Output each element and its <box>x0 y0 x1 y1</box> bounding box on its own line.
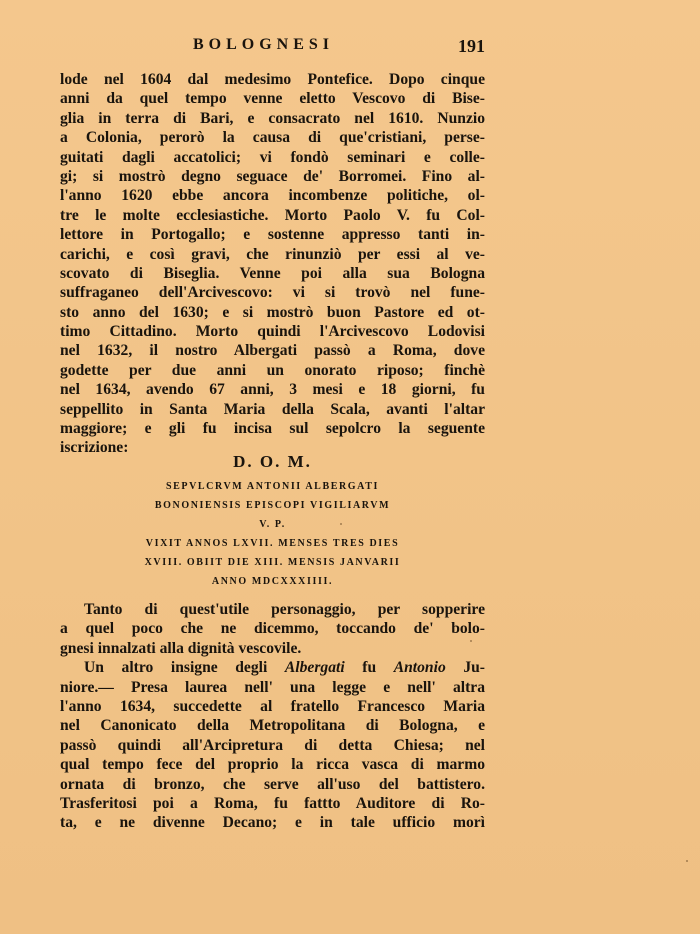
text-line: maggiore; e gli fu incisa sul sepolcro la seguente <box>60 420 485 438</box>
text-line: gi; si mostrò degno seguace de' Borromei. Fino al- <box>60 167 485 185</box>
text-line: tre le molte ecclesiastiche. Morto Paolo V. fu Col- <box>60 206 485 224</box>
text-line: a quel poco che ne dicemmo, toccando de' bolo- <box>60 620 485 638</box>
text-span: Un altro insigne degli <box>84 659 285 677</box>
inscription-line: VIXIT ANNOS LXVII. MENSES TRES DIES <box>145 538 400 549</box>
text-line: nel 1634, avendo 67 anni, 3 mesi e 18 giorni, fu <box>60 381 485 399</box>
paragraphs-lower <box>60 600 485 833</box>
text-line: nel Canonicato della Metropolitana di Bologna, e <box>60 717 485 735</box>
name-albergati: Albergati <box>284 659 345 677</box>
text-line: carichi, e così gravi, che rinunziò per essi al ve- <box>60 245 485 263</box>
name-antonio: Antonio <box>393 659 446 677</box>
paper-speck <box>340 523 342 525</box>
paragraph-1 <box>60 70 485 458</box>
text-line: ta, e ne divenne Decano; e in tale ufficio morì <box>60 814 485 832</box>
inscription-line: V. P. <box>259 519 286 530</box>
text-span: Ju- <box>445 659 486 677</box>
text-line: Trasferitosi poi a Roma, fu fattto Auditore di Ro- <box>60 794 485 812</box>
text-line: l'anno 1620 ebbe ancora incombenze politiche, ol- <box>60 187 485 205</box>
text-line: lettore in Portogallo; e sostenne appresso tanti in- <box>60 226 485 244</box>
text-line: nel 1632, il nostro Albergati passò a Roma, dove <box>60 342 485 360</box>
inscription-line: BONONIENSIS EPISCOPI VIGILIARVM <box>154 500 391 511</box>
inscription-line: XVIII. OBIIT DIE XIII. MENSIS JANVARII <box>144 557 401 568</box>
text-line: a Colonia, perorò la causa di que'cristiani, perse- <box>60 129 485 147</box>
paper-speck <box>470 640 472 642</box>
text-line: guitati dagli accatolici; vi fondò seminari e colle- <box>60 148 485 166</box>
inscription-line: SEPVLCRVM ANTONII ALBERGATI <box>165 481 380 492</box>
running-head <box>60 36 485 60</box>
epitaph-inscription <box>60 452 485 591</box>
text-line: sto anno del 1630; e si mostrò buon Pastore ed ot- <box>60 303 485 321</box>
text-line: seppellito in Santa Maria della Scala, avanti l'altar <box>60 400 485 418</box>
text-line: scovato di Biseglia. Venne poi alla sua Bologna <box>60 264 485 282</box>
text-line: timo Cittadino. Morto quindi l'Arcivescovo Lodovisi <box>60 323 485 341</box>
text-line: glia in terra di Bari, e consacrato nel 1610. Nunzio <box>60 109 485 127</box>
paper-speck <box>686 860 688 862</box>
text-line: iscrizione: <box>60 439 129 457</box>
text-line: anni da quel tempo venne eletto Vescovo di Bise- <box>60 90 485 108</box>
text-line: Tanto di quest'utile personaggio, per sopperire <box>84 601 485 618</box>
text-line: l'anno 1634, succedette al fratello Francesco Maria <box>60 697 485 715</box>
text-line <box>60 658 485 677</box>
text-line: lode nel 1604 dal medesimo Pontefice. Dopo cinque <box>60 71 485 88</box>
inscription-heading: D. O. M. <box>233 452 312 471</box>
text-line: godette per due anni un onorato riposo; finchè <box>60 361 485 379</box>
inscription-line: ANNO MDCXXXIIII. <box>211 576 334 587</box>
running-title: BOLOGNESI <box>193 36 335 53</box>
text-line: qual tempo fece del proprio la ricca vasca di marmo <box>60 756 485 774</box>
text-line: ornata di bronzo, che serve all'uso del battistero. <box>60 775 485 793</box>
text-line: passò quindi all'Arcipretura di detta Chiesa; nel <box>60 736 485 754</box>
text-line: gnesi innalzati alla dignità vescovile. <box>60 639 302 657</box>
text-span: fu <box>344 659 394 677</box>
text-line: niore.— Presa laurea nell' una legge e nell' altra <box>60 678 485 696</box>
page-number: 191 <box>458 36 485 56</box>
text-line: suffraganeo dell'Arcivescovo: vi si trovò nel fune- <box>60 284 485 302</box>
